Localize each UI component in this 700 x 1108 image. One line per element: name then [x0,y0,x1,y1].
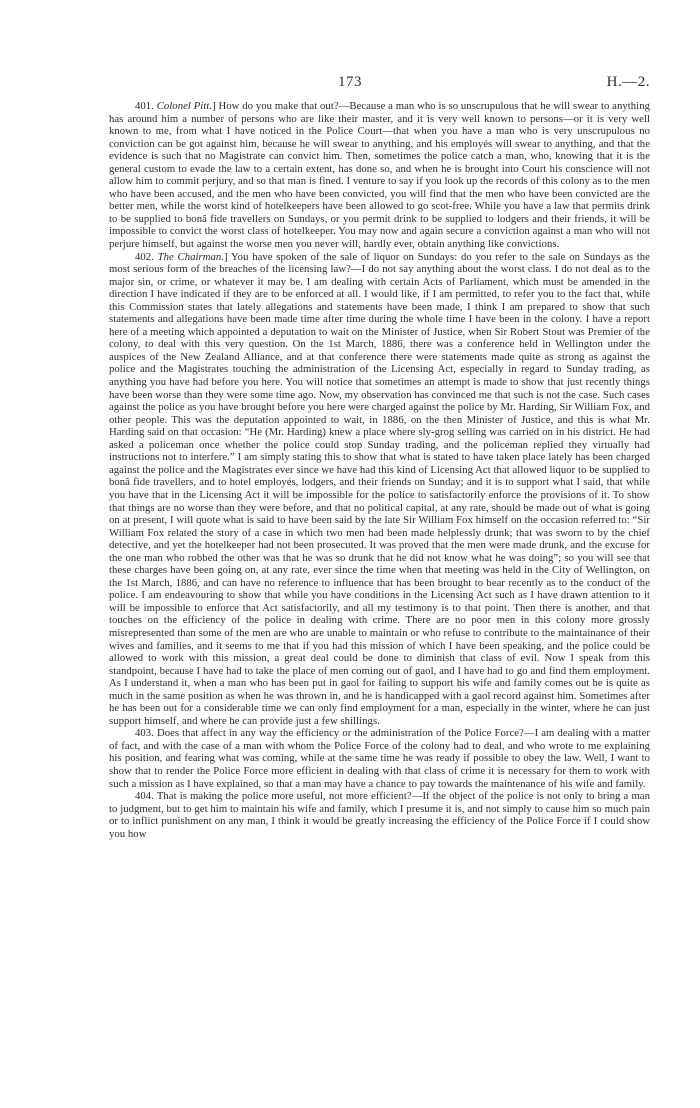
question-text: ] How do you make that out?—Because a man who is so unscrupulous that he will swear to anything has around him a number of persons who are like their master, and it is very well known to persons—or it is very well known to me, from what I have noticed in the Police Court—that when you have a man who is very unscrupulous no conviction can be got against him, because he will swear to anything, and his employés will swear to anything, and that the evidence is such that no Magistrate can convict him. Then, sometimes the police catch a man, who, knowing that it is the general custom to evade the law to a certain extent, has done so, and when he is brought into Court his conscience will not allow him to commit perjury, and so that man is fined. I venture to say if you look up the records of this colony as to the men who have been accused, and the men who have been convicted, you will find that the men who have been convicted are the better men, while the worst kind of hotelkeepers have been allowed to go scot-free. While you have a law that permits drink to be supplied to bonâ fide travellers on Sundays, or you permit drink to be supplied to lodgers and their friends, it will be impossible to convict the worst class of hotelkeeper. You may now and again secure a conviction against a man who will not perjure himself, but against the worse men you never will, hardly ever, obtain anything like convictions. [109,100,650,251]
question-402 [109,251,650,728]
evidence-text [109,100,650,840]
speaker-name: The Chairman. [157,250,225,263]
question-403 [109,727,650,790]
question-text: That is making the police more useful, not more efficient?—If the object of the police is not only to bring a man to judgment, but to get him to maintain his wife and family, which I presume it is, and not simply to cause him so much pain or to inflict punishment on any man, I think it would be greatly increasing the efficiency of the Police Force if I could show you how [109,790,650,840]
question-404 [109,790,650,840]
question-number: 402. [135,250,154,263]
paper-code: H.—2. [606,74,650,90]
speaker-name: Colonel Pitt. [156,100,213,112]
page-header [110,74,650,94]
question-text: Does that affect in any way the efficiency or the administration of the Police Force?—I am dealing with a matter of fact, and with the case of a man with whom the Police Force of the colony had to deal, and who wrote to me explaining his position, and fearing what was coming, while at the same time he was ready if possible to obey the law. Well, I want to show that to render the Police Force more efficient in dealing with that class of crime it is necessary for them to work with such a mission as I have explained, so that a man may have a chance to pay towards the maintenance of his wife and family. [109,727,650,790]
question-text: ] You have spoken of the sale of liquor on Sundays: do you refer to the sale on Sundays as the most serious form of the breaches of the licensing law?—I do not say anything about the worst class. I do not deal as to the major sin, or crime, or whatever it may be. I am dealing with certain Acts of Parliament, which must be amended in the direction I have indicated if they are to be enforced at all. I would like, if I am permitted, to refer you to the fact that, while this Commission states that lately allegations and statements have been made, I think I am prepared to show that such statements and allegations have been made time after time during the whole time I have been in the colony. I have a report here of a meeting which appointed a deputation to wait on the Minister of Justice, when Sir Robert Stout was Premier of the colony, to deal with this very question. On the 1st March, 1886, there was a conference held in Wellington under the auspices of the New Zealand Alliance, and at that conference there were statements made quite as strong as against the police and the Magistrates touching the administration of the Licensing Act, especially in regard to Sunday trading, as anything you have had before you here. You will notice that sometimes an attempt is made to show that just recently things have been worse than they were some time ago. Now, my observation has convinced me that such is not the case. Such cases against the police as you have brought before you here were charged against the police by Mr. Harding, Sir William Fox, and other people. This was the deputation appointed to wait, in 1886, on the then Minister of Justice, and this is what Mr. Harding said on that occasion: “He (Mr. Harding) knew a place where sly-grog selling was carried on in his district. He had asked a policeman once whether the police could stop Sunday trading, and the policeman replied they virtually had instructions not to interfere.” I am simply stating this to show that what is stated to have taken place lately has been charged against the police and the Magistrates ever since we have had this kind of Licensing Act that allowed liquor to be supplied to bonâ fide travellers, and to hotel employés, lodgers, and their friends on Sunday; and it is to support what I said, that while you have that in the Licensing Act it will be impossible for the police to satisfactorily enforce the provisions of it. To show that things are no worse than they were before, and that no political capital, at any rate, should be made out of what is going on at present, I will quote what is said to have been said by the late Sir William Fox himself on the occasion referred to: “Sir William Fox related the story of a case in which two men had been made helplessly drunk; that was sworn to by the chief detective, and yet the hotelkeeper had not been prosecuted. It was proved that the men were made drunk, and the excuse for the one man who robbed the other was that he was so drunk that he did not know what he was doing”; so you will see that these charges have been going on, at any rate, ever since the time when that meeting was held in the City of Wellington, on the 1st March, 1886, and can have no reference to influence that has been brought to bear recently as to the conduct of the police. I am endeavouring to show that while you have conditions in the Licensing Act such as I have drawn attention to it will be impossible to enforce that Act satisfactorily, and all my testimony is to that point. Then there is another, and that touches on the efficiency of the police in dealing with crime. There are no poor men in this colony more grossly misrepresented than some of the men are who are unable to maintain or who refuse to contribute to the maintainance of their wives and families, and it seems to me that if you had this mission of which I have been speaking, and the police could be allowed to work with this mission, a great deal could be done to diminish that class of evil. Now I speak from this standpoint, because I have had to take the place of men coming out of gaol, and I have had to go and find them employment. As I understand it, when a man who has been put in gaol for failing to support his wife and family comes out he is quite as much in the same position as when he was thrown in, and he is handicapped with a gaol record against him. Sometimes after he has been out for a considerable time we can only find employment for a man, especially in the winter, where he can just support himself, and where he can provide just a few shillings. [109,250,650,727]
question-number: 403. [135,727,154,740]
question-number: 404. [135,790,154,803]
question-401 [109,100,650,251]
page-number: 173 [338,74,362,90]
question-number: 401. [135,100,154,112]
